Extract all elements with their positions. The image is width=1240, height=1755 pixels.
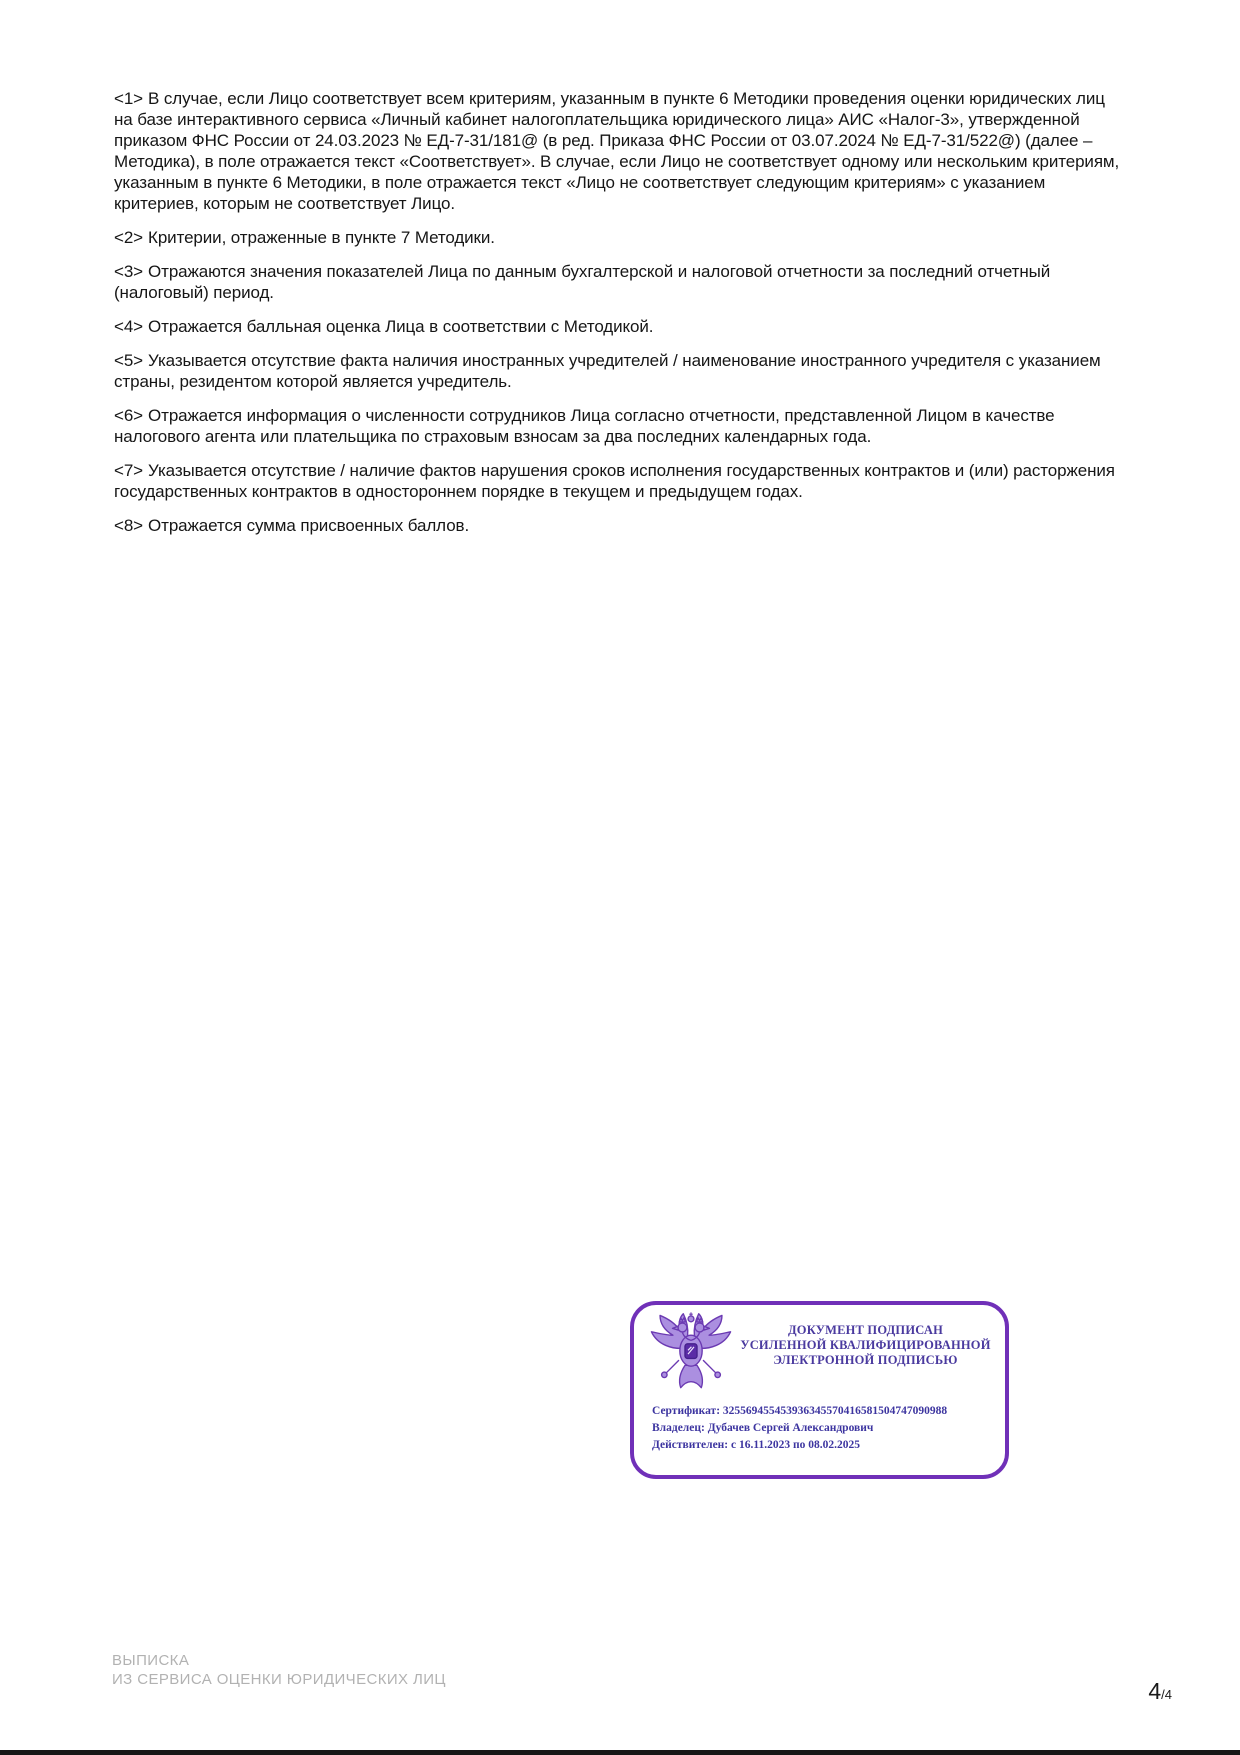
stamp-header [634,1305,1005,1398]
footnote-6-marker: <6> [114,406,144,425]
page-footer [112,1652,446,1689]
certificate-label: Сертификат: [652,1405,721,1417]
signature-stamp [630,1301,1009,1479]
stamp-title-line-1: ДОКУМЕНТ ПОДПИСАН [787,1323,944,1337]
footnote-1 [114,88,1128,214]
stamp-title [738,1312,993,1368]
validity-value: с 16.11.2023 по 08.02.2025 [731,1439,860,1451]
footnotes-block [114,88,1128,549]
page-total: /4 [1161,1687,1172,1702]
page-current: 4 [1148,1678,1162,1704]
certificate-line [652,1403,991,1420]
page-indicator [1148,1678,1172,1704]
footnote-2-text: Критерии, отраженные в пункте 7 Методики. [148,228,495,247]
bottom-edge-bar [0,1750,1240,1755]
stamp-details [634,1398,1005,1454]
owner-value: Дубачев Сергей Александрович [707,1422,874,1434]
footnote-7-text: Указывается отсутствие / наличие фактов нарушения сроков исполнения государственных контрактов и (или) расторжения государственных контрактов в одностороннем порядке в текущем и предыдущем годах. [114,461,1115,501]
footnote-1-marker: <1> [114,89,144,108]
owner-label: Владелец: [652,1422,705,1434]
certificate-value: 325569455453936345570416581504747090988 [722,1405,948,1417]
footnote-2-marker: <2> [114,228,144,247]
footnote-8-marker: <8> [114,516,144,535]
footnote-4-text: Отражается балльная оценка Лица в соответствии с Методикой. [148,317,654,336]
footnote-3-text: Отражаются значения показателей Лица по данным бухгалтерской и налоговой отчетности за последний отчетный (налоговый) период. [114,262,1051,302]
double-headed-eagle-icon [644,1312,738,1398]
footnote-6-text: Отражается информация о численности сотрудников Лица согласно отчетности, представленной Лицом в качестве налогового агента или плательщика по страховым взносам за два последних календарных года. [114,406,1055,446]
validity-label: Действителен: [652,1439,729,1451]
footnote-2 [114,227,1128,248]
validity-line [652,1437,991,1454]
footnote-5-marker: <5> [114,351,144,370]
footnote-3 [114,261,1128,303]
footer-line-1: ВЫПИСКА [112,1652,190,1669]
footnote-4-marker: <4> [114,317,144,336]
footnote-7 [114,460,1128,502]
footnote-6 [114,405,1128,447]
footnote-5 [114,350,1128,392]
footnote-8 [114,515,1128,536]
owner-line [652,1420,991,1437]
stamp-title-line-2: УСИЛЕННОЙ КВАЛИФИЦИРОВАННОЙ [740,1338,991,1352]
footnote-3-marker: <3> [114,262,144,281]
footnote-4 [114,316,1128,337]
footnote-5-text: Указывается отсутствие факта наличия иностранных учредителей / наименование иностранного учредителя с указанием страны, резидентом которой является учредитель. [114,351,1101,391]
footer-line-2: ИЗ СЕРВИСА ОЦЕНКИ ЮРИДИЧЕСКИХ ЛИЦ [112,1670,446,1688]
stamp-title-line-3: ЭЛЕКТРОННОЙ ПОДПИСЬЮ [773,1353,958,1367]
footnote-7-marker: <7> [114,461,144,480]
footnote-1-text: В случае, если Лицо соответствует всем критериям, указанным в пункте 6 Методики проведения оценки юридических лиц на базе интерактивного сервиса «Личный кабинет налогоплательщика юридического лица» АИС «Налог-3», утвержденной приказом ФНС России от 24.03.2023 № ЕД-7-31/181@ (в ред. Приказа ФНС России от 03.07.2024 № ЕД-7-31/522@) (далее – Методика), в поле отражается текст «Соответствует». В случае, если Лицо не соответствует одному или нескольким критериям, указанным в пункте 6 Методики, в поле отражается текст «Лицо не соответствует следующим критериям» с указанием критериев, которым не соответствует Лицо. [114,89,1120,213]
footnote-8-text: Отражается сумма присвоенных баллов. [148,516,470,535]
